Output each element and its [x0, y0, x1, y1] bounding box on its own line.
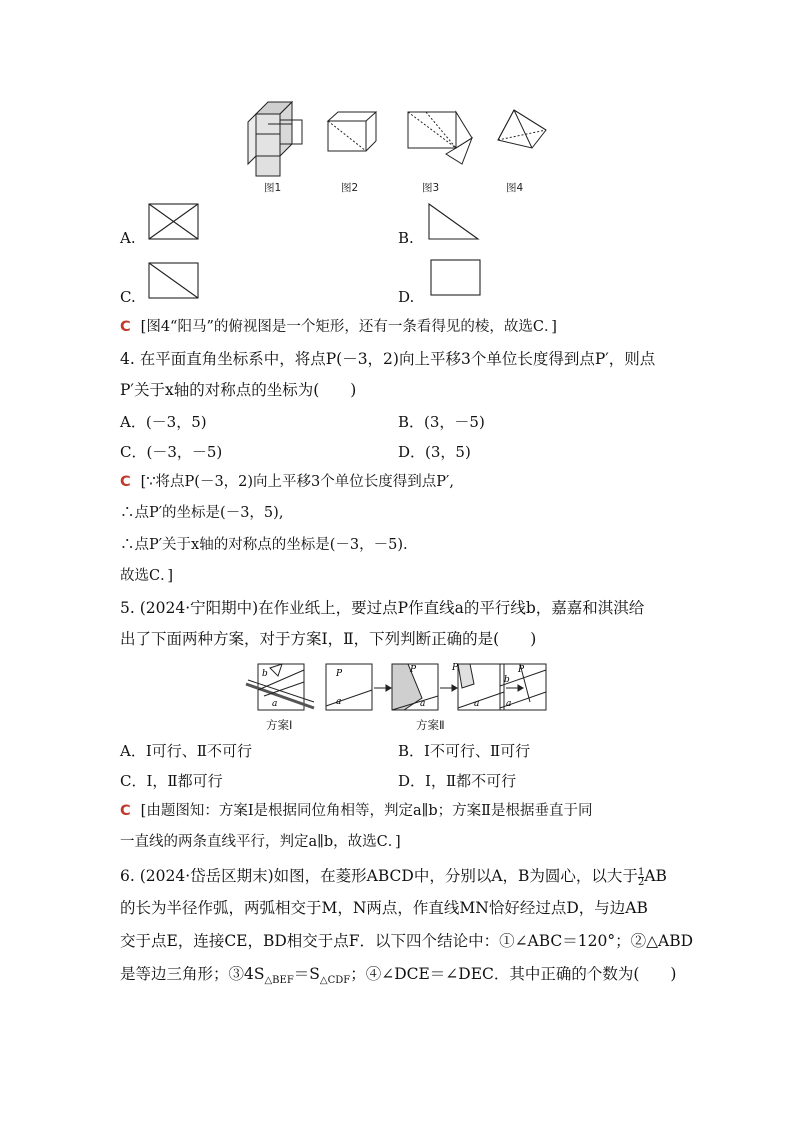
q4-solution-line1 — [120, 472, 454, 492]
q4-option-a: A．(－3，5) — [120, 413, 207, 431]
q4-solution-text1: [∵将点P(－3，2)向上平移3个单位长度得到点P′, — [140, 474, 454, 490]
q6-stem-line2: 的长为半径作弧，两弧相交于M，N两点，作直线MN恰好经过点D，与边AB — [120, 899, 648, 917]
q5-solution-text1: [由题图知：方案Ⅰ是根据同位角相等，判定a∥b；方案Ⅱ是根据垂直于同 — [140, 803, 593, 819]
solid-caption-4: 图4 — [506, 182, 524, 194]
q6-line4-a: 是等边三角形；③4S — [120, 965, 265, 983]
q6-fraction-num: 1 — [637, 866, 645, 878]
solid-caption-3: 图3 — [422, 182, 440, 194]
q5-answer: C — [120, 803, 131, 819]
scheme-2-figure — [324, 662, 550, 714]
q6-stem-line1 — [120, 866, 667, 887]
scheme-2-label-p4: P — [518, 665, 525, 675]
q3-answer: C — [120, 319, 131, 335]
q4-solution-line2: ∴点P′的坐标是(－3，5), — [120, 505, 284, 521]
scheme-caption-2: 方案Ⅱ — [416, 718, 445, 732]
scheme-2-label-p3: P — [452, 663, 459, 673]
q6-stem-line4 — [120, 964, 676, 991]
scheme-2-label-a3: a — [474, 699, 480, 709]
scheme-2-label-a1: a — [336, 697, 342, 707]
q5-stem-line2: 出了下面两种方案，对于方案Ⅰ，Ⅱ，下列判断正确的是( ) — [120, 630, 537, 648]
q6-line4-b: ＝S — [293, 965, 320, 983]
q4-option-c: C．(－3，－5) — [120, 443, 223, 461]
q6-line4-c: ；④∠DCE＝∠DEC．其中正确的个数为( ) — [350, 965, 677, 983]
q4-answer: C — [120, 474, 131, 490]
q4-option-d: D．(3，5) — [398, 443, 471, 461]
scheme-2-label-a4: a — [506, 699, 512, 709]
q4-option-b: B．(3，－5) — [398, 413, 485, 431]
q4-stem-line1: 4. 在平面直角坐标系中，将点P(－3，2)向上平移3个单位长度得到点P′，则点 — [120, 350, 656, 368]
q6-line1-ab: AB — [644, 867, 667, 885]
q5-solution-line2: 一直线的两条直线平行，判定a∥b，故选C．] — [120, 834, 401, 850]
solid-caption-2: 图2 — [341, 182, 359, 194]
q5-option-a: A．Ⅰ可行、Ⅱ不可行 — [120, 742, 252, 760]
solid-figure-3 — [406, 108, 476, 166]
scheme-2-label-p2: P — [410, 665, 417, 675]
q6-fraction-den: 2 — [637, 876, 645, 888]
scheme-2-label-b4: b — [504, 675, 510, 685]
q6-line4-sub2: △CDF — [319, 975, 351, 987]
q3-option-d-figure — [430, 259, 482, 297]
q6-stem-line3: 交于点E，连接CE，BD相交于点F．以下四个结论中：①∠ABC＝120°；②△ABD — [120, 932, 694, 950]
q3-option-b-figure — [428, 203, 480, 241]
q3-option-c-figure — [148, 262, 200, 300]
q3-option-a-figure — [148, 203, 200, 241]
scheme-1-label-a: a — [272, 699, 278, 709]
solid-figure-2 — [326, 111, 378, 153]
q3-solution — [120, 317, 557, 337]
q3-option-b-label: B. — [398, 229, 414, 247]
q5-solution-line1 — [120, 801, 593, 821]
scheme-1-label-b: b — [262, 669, 268, 679]
q4-stem-line2: P′关于x轴的对称点的坐标为( ) — [120, 381, 357, 399]
solid-figure-4 — [496, 108, 548, 150]
q4-solution-line4: 故选C．] — [120, 568, 174, 584]
q3-option-d-label: D. — [398, 288, 415, 306]
scheme-caption-1: 方案Ⅰ — [266, 718, 293, 732]
solid-figure-1 — [246, 100, 306, 178]
q3-solution-text: [图4“阳马”的俯视图是一个矩形，还有一条看得见的棱，故选C．] — [140, 319, 557, 335]
scheme-2-label-a2: a — [420, 699, 426, 709]
q5-option-c: C．Ⅰ，Ⅱ都可行 — [120, 772, 223, 790]
scheme-2-label-p1: P — [336, 669, 343, 679]
q3-option-a-label: A. — [120, 229, 136, 247]
scheme-1-figure — [244, 662, 316, 714]
q3-option-c-label: C. — [120, 288, 136, 306]
q6-line1-text: 6. (2024·岱岳区期末)如图，在菱形ABCD中，分别以A，B为圆心，以大于 — [120, 867, 638, 885]
solid-caption-1: 图1 — [264, 182, 282, 194]
q6-line4-sub1: △BEF — [264, 975, 294, 987]
q4-solution-line3: ∴点P′关于x轴的对称点的坐标是(－3，－5). — [120, 537, 408, 553]
q5-stem-line1: 5. (2024·宁阳期中)在作业纸上，要过点P作直线a的平行线b，嘉嘉和淇淇给 — [120, 599, 645, 617]
q5-option-d: D．Ⅰ，Ⅱ都不可行 — [398, 772, 517, 790]
q5-option-b: B．Ⅰ不可行、Ⅱ可行 — [398, 742, 531, 760]
